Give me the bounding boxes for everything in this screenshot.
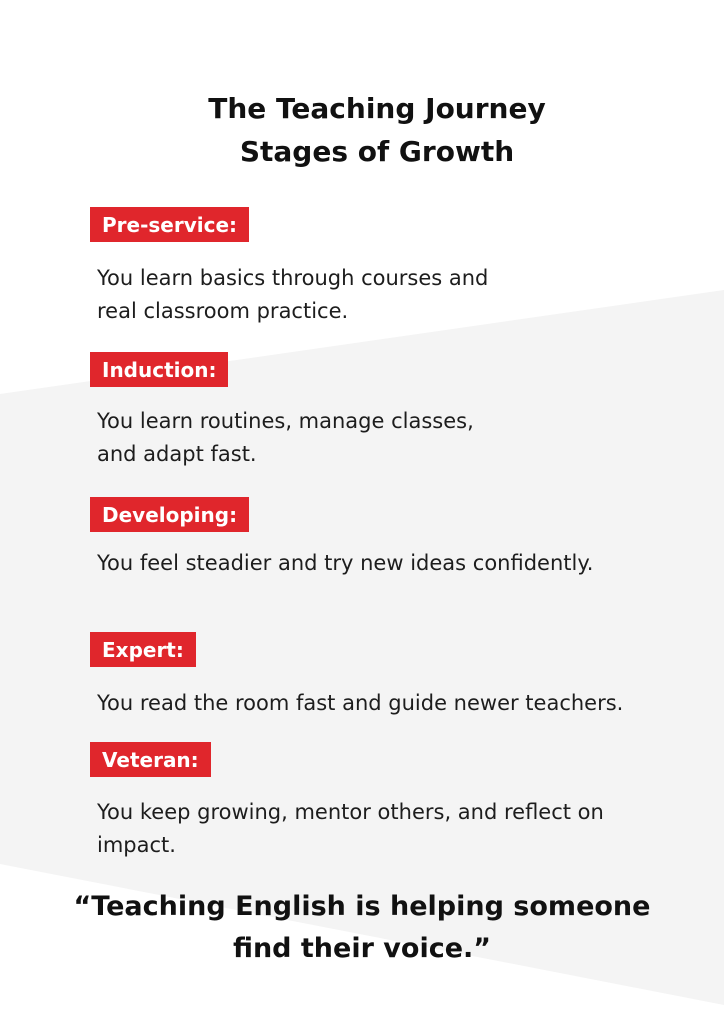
stage-description-line: You feel steadier and try new ideas confidently. bbox=[97, 551, 594, 575]
stage-description-line: You keep growing, mentor others, and reflect on bbox=[97, 800, 604, 824]
page-title bbox=[0, 87, 724, 173]
closing-quote bbox=[0, 886, 724, 970]
stage-description-line: You learn basics through courses and bbox=[97, 266, 489, 290]
stage-badge-induction: Induction: bbox=[90, 352, 228, 387]
stage-description-induction bbox=[97, 405, 474, 471]
stage-description-line: and adapt fast. bbox=[97, 442, 257, 466]
page-title-line-1: The Teaching Journey bbox=[208, 92, 546, 125]
page-title-line-2: Stages of Growth bbox=[239, 135, 515, 168]
stage-description-line: impact. bbox=[97, 833, 176, 857]
stage-description-line: You learn routines, manage classes, bbox=[97, 409, 474, 433]
stage-description-developing bbox=[97, 547, 593, 580]
stage-description-veteran bbox=[97, 796, 604, 862]
stage-badge-pre-service: Pre-service: bbox=[90, 207, 249, 242]
closing-quote-line-2: find their voice.” bbox=[232, 933, 492, 964]
closing-quote-line-1: “Teaching English is helping someone bbox=[73, 891, 651, 922]
stage-description-pre-service bbox=[97, 262, 488, 328]
stage-badge-veteran: Veteran: bbox=[90, 742, 211, 777]
stage-description-line: real classroom practice. bbox=[97, 299, 349, 323]
stage-badge-expert: Expert: bbox=[90, 632, 196, 667]
stage-badge-developing: Developing: bbox=[90, 497, 249, 532]
stage-description-expert bbox=[97, 687, 623, 720]
stage-description-line: You read the room fast and guide newer teachers. bbox=[97, 691, 624, 715]
